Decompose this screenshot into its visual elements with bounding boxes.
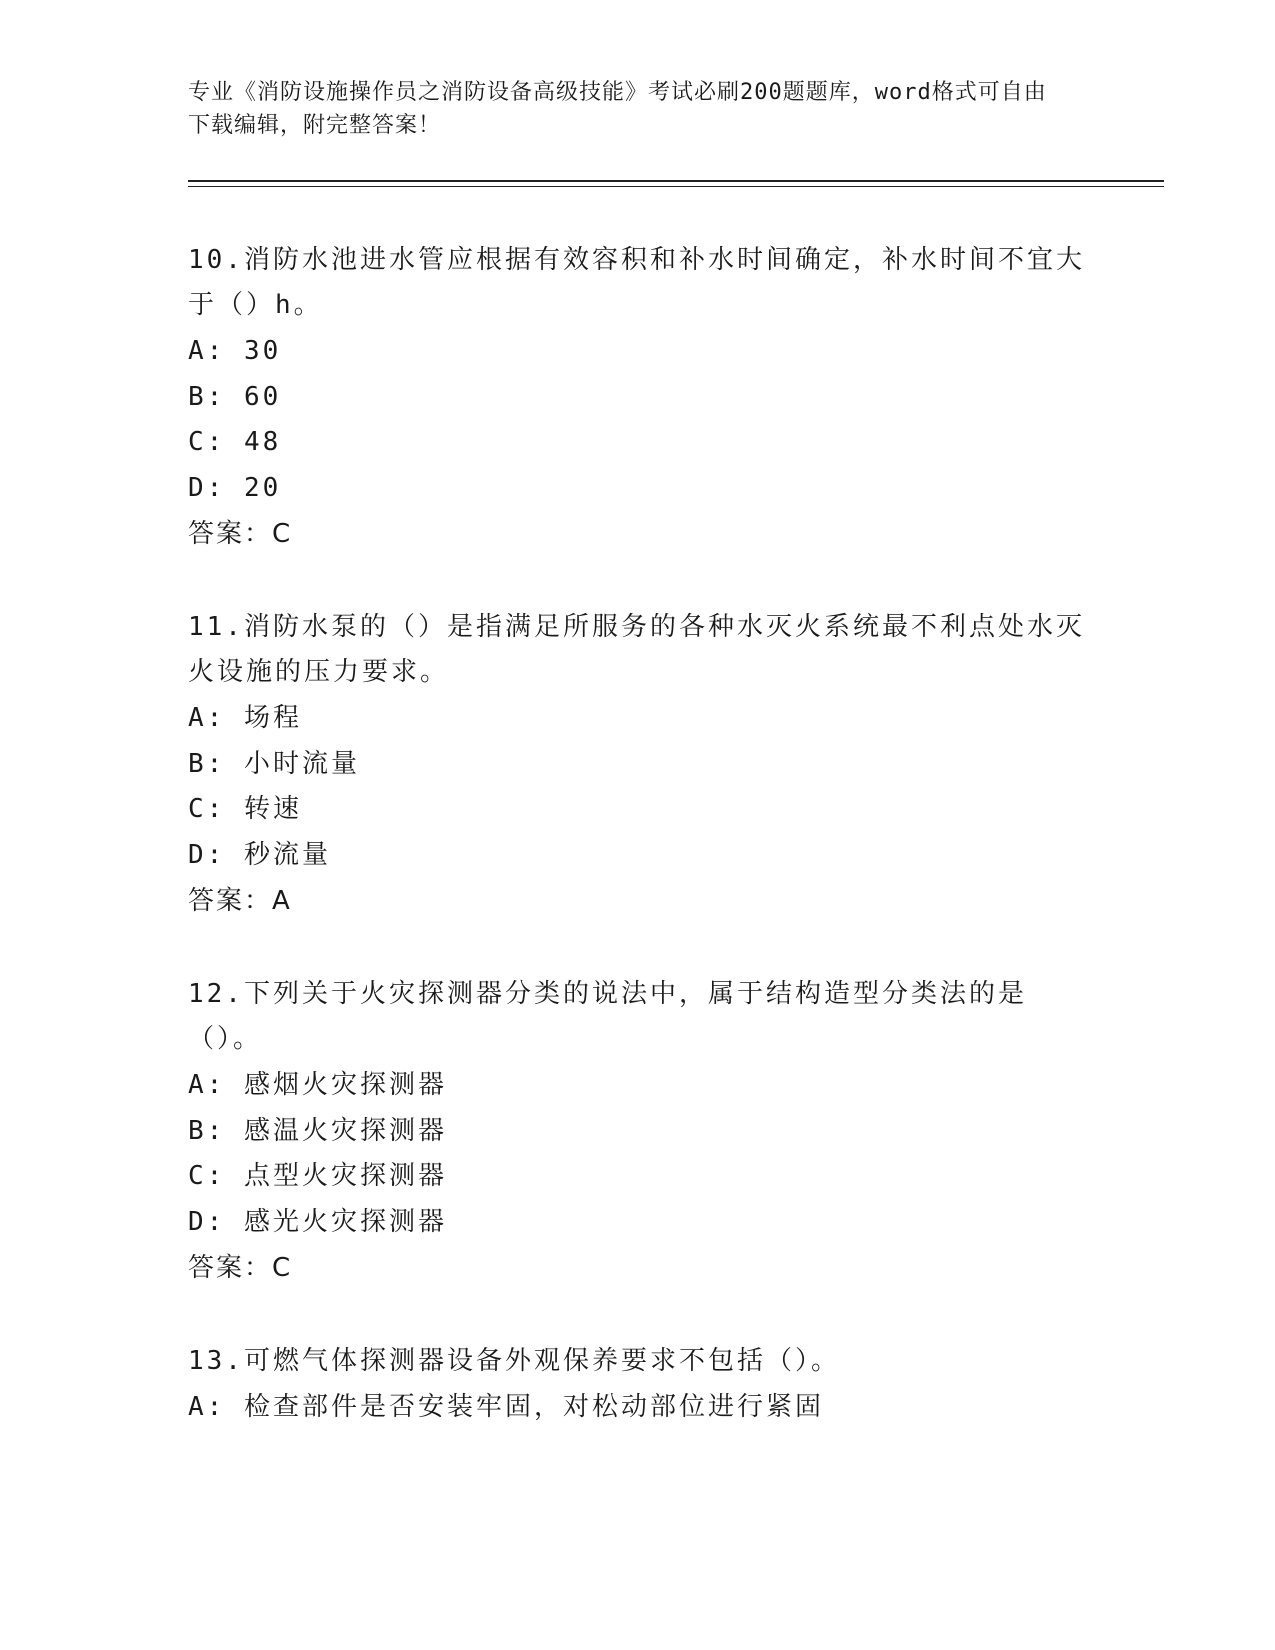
option-d: D: 秒流量 — [188, 839, 331, 870]
option-b: B: 感温火灾探测器 — [188, 1115, 447, 1146]
question-stem: 11.消防水泵的（）是指满足所服务的各种水灭火系统最不利点处水灭火设施的压力要求。 — [188, 612, 1085, 687]
option-a: A: 30 — [188, 336, 282, 366]
header-rule-thick — [188, 180, 1164, 182]
question-12 — [188, 972, 1088, 1291]
option-c: C: 点型火灾探测器 — [188, 1161, 447, 1191]
option-a: A: 检查部件是否安装牢固，对松动部位进行紧固 — [188, 1392, 824, 1422]
document-header: 专业《消防设施操作员之消防设备高级技能》考试必刷200题题库，word格式可自由下载编辑，附完整答案！ — [188, 80, 1047, 138]
answer-line: 答案：A — [188, 886, 292, 916]
answer-line: 答案：C — [188, 519, 293, 549]
header-rule-thin — [188, 186, 1164, 187]
option-b: B: 60 — [188, 381, 282, 412]
question-stem: 10.消防水池进水管应根据有效容积和补水时间确定，补水时间不宜大于（）h。 — [188, 245, 1085, 320]
option-c: C: 转速 — [188, 794, 302, 824]
question-stem: 12.下列关于火灾探测器分类的说法中，属于结构造型分类法的是（）。 — [188, 979, 1027, 1054]
question-list — [188, 238, 1088, 1479]
option-a: A: 感烟火灾探测器 — [188, 1070, 447, 1100]
question-13 — [188, 1339, 1088, 1431]
answer-line: 答案：C — [188, 1253, 293, 1283]
option-d: D: 20 — [188, 472, 282, 503]
question-11 — [188, 605, 1088, 924]
option-a: A: 场程 — [188, 703, 302, 733]
question-10 — [188, 238, 1088, 557]
option-d: D: 感光火灾探测器 — [188, 1206, 447, 1237]
option-b: B: 小时流量 — [188, 748, 360, 779]
question-stem: 13.可燃气体探测器设备外观保养要求不包括（）。 — [188, 1346, 840, 1376]
option-c: C: 48 — [188, 427, 282, 457]
